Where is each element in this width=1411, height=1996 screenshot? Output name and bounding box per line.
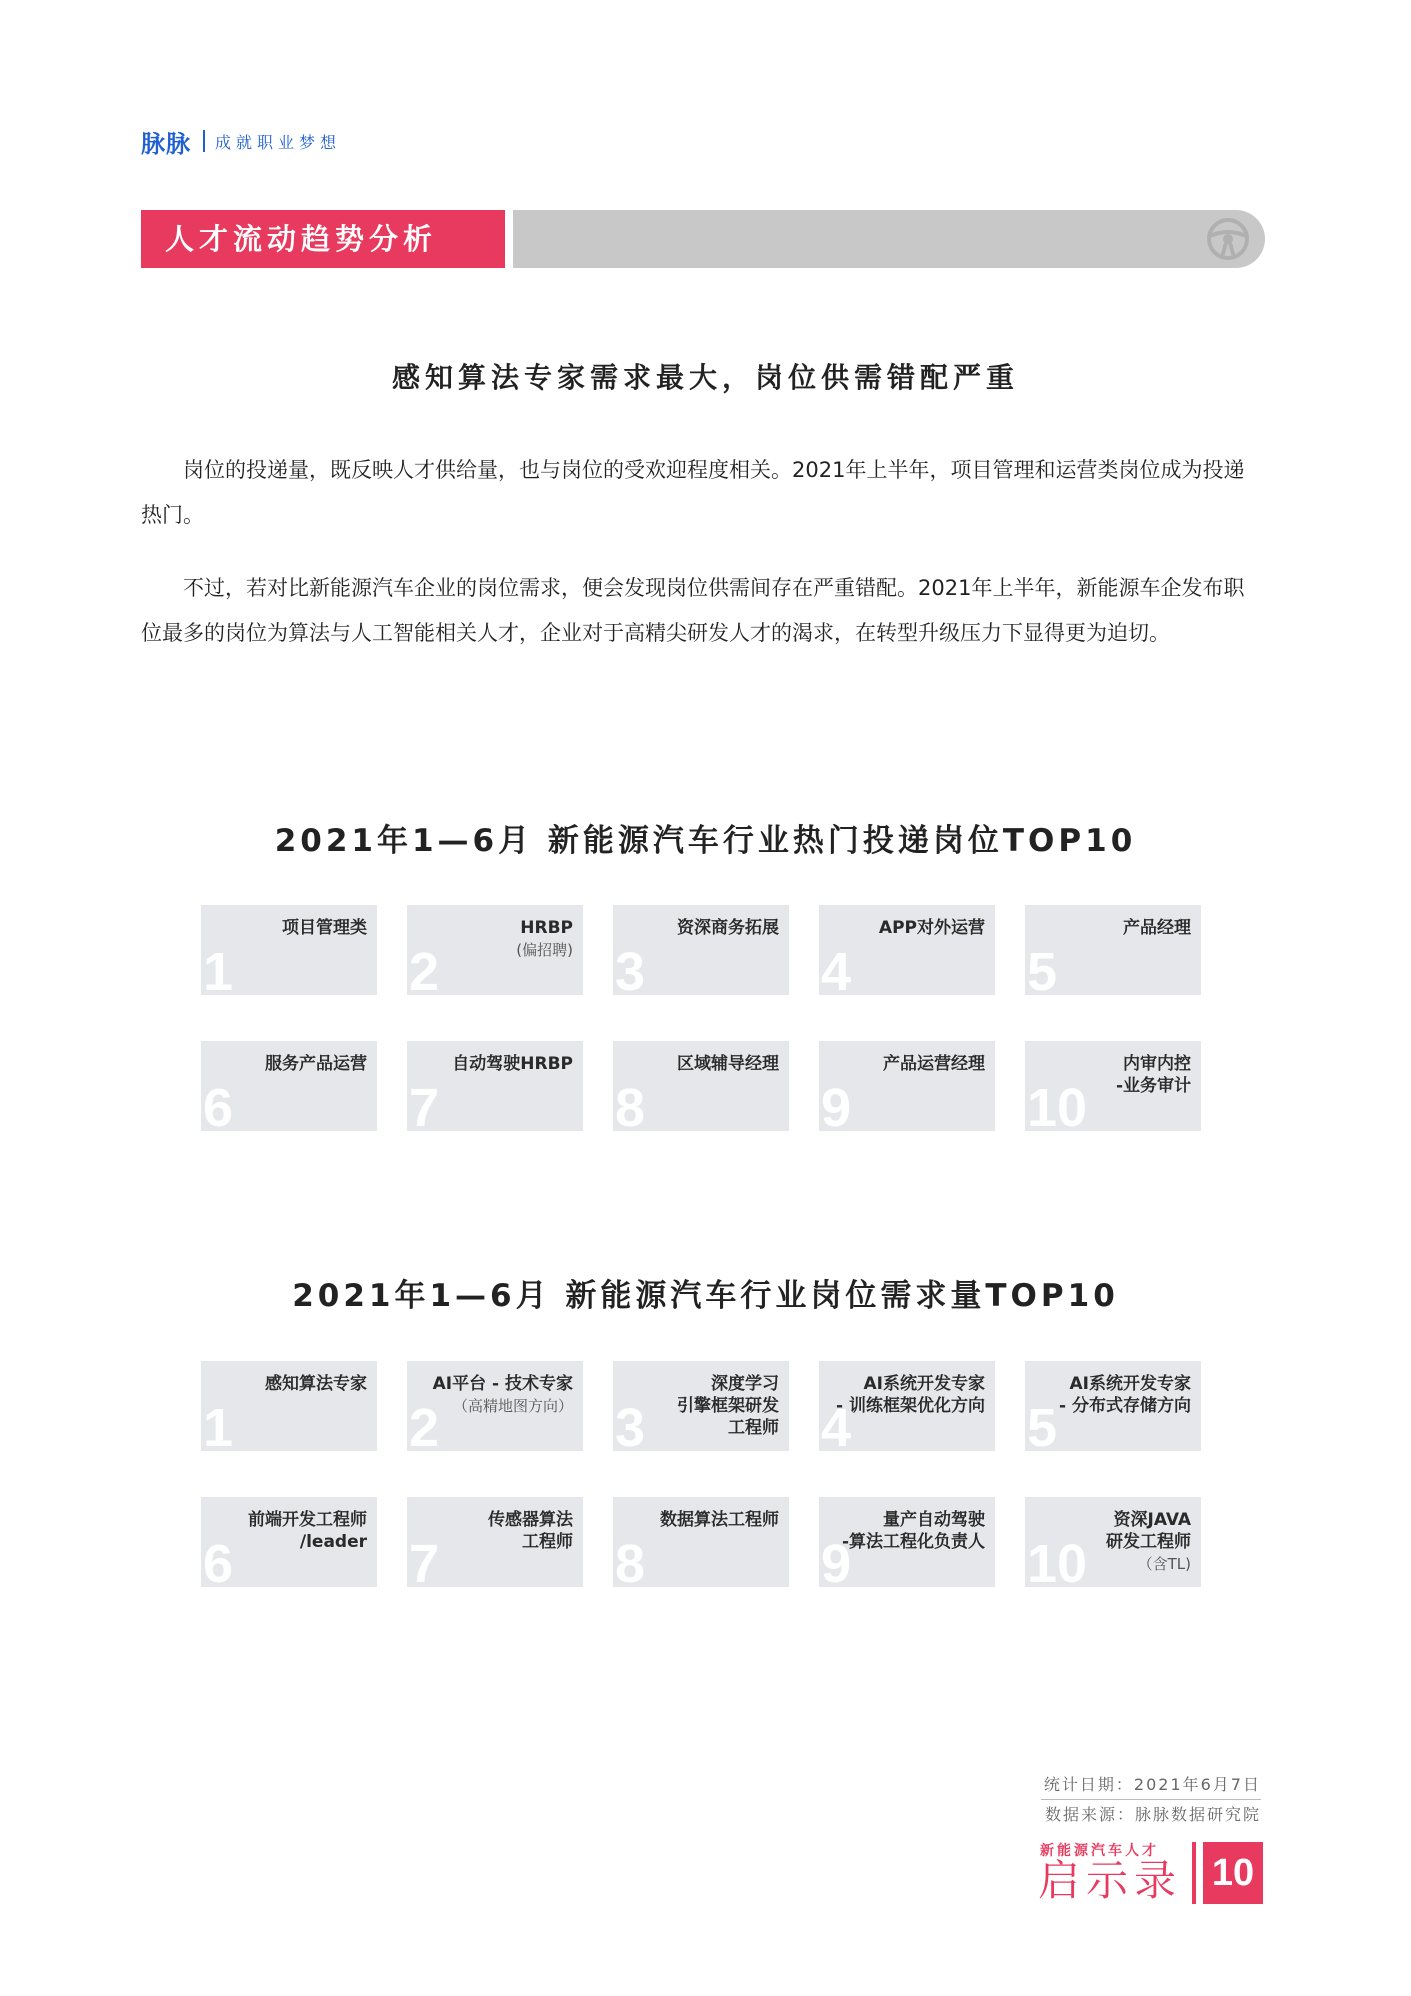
position-name: 数据算法工程师 [660,1510,779,1530]
position-rank: 6 [203,1078,234,1138]
position-card [407,1361,583,1458]
position-rank: 4 [821,942,852,1002]
position-rank: 8 [615,1534,646,1594]
position-label [835,1373,985,1417]
position-card [613,1361,789,1458]
position-card [819,1497,995,1594]
series-title: 启示录 [1038,1856,1183,1905]
position-name: 深度学习 引擎框架研发 工程师 [677,1374,779,1438]
position-rank: 1 [203,1398,234,1458]
position-label [835,1053,985,1075]
position-card [819,1041,995,1138]
position-label [423,917,573,961]
position-rank: 2 [409,1398,440,1458]
position-name: 资深JAVA 研发工程师 [1106,1510,1191,1552]
banner-bar [513,210,1265,268]
position-label [1041,1373,1191,1417]
position-label [217,1509,367,1553]
footer-divider [1192,1842,1196,1904]
position-card [1025,1041,1201,1138]
position-rank: 3 [615,1398,646,1458]
position-name: APP对外运营 [878,918,985,938]
position-label [629,1373,779,1439]
banner-gap [505,210,513,268]
maimai-logo: 脉脉 [141,129,191,158]
paragraph-2: 不过，若对比新能源汽车企业的岗位需求，便会发现岗位供需间存在严重错配。2021年上半年，新能源车企发布职位最多的岗位为算法与人工智能相关人才，企业对于高精尖研发人才的渴求，在转型升级压力下显得更为迫切。 [141,576,1245,645]
position-rank: 1 [203,942,234,1002]
hot-positions-title: 2021年1—6月 新能源汽车行业热门投递岗位TOP10 [274,823,1137,859]
position-rank: 8 [615,1078,646,1138]
brand-header [141,126,341,156]
banner-title: 人才流动趋势分析 [141,210,505,268]
position-card [819,1361,995,1458]
position-rank: 4 [821,1398,852,1458]
position-card [613,1041,789,1138]
position-card [407,1041,583,1138]
position-name: 量产自动驾驶 -算法工程化负责人 [841,1510,985,1552]
position-card [407,1497,583,1594]
position-rank: 7 [409,1078,440,1138]
page-number: 10 [1203,1842,1263,1904]
position-label [423,1053,573,1075]
page-headline: 感知算法专家需求最大，岗位供需错配严重 [391,361,1019,394]
stats-date: 统计日期：2021年6月7日 [1043,1775,1261,1794]
position-name: 区域辅导经理 [677,1054,779,1074]
position-label [423,1509,573,1553]
position-card [1025,905,1201,1002]
position-name: 产品运营经理 [883,1054,985,1074]
position-label [217,1053,367,1075]
position-rank: 5 [1027,942,1058,1002]
position-card [613,905,789,1002]
position-card [201,1041,377,1138]
position-label [629,1509,779,1531]
position-rank: 10 [1027,1534,1088,1594]
position-name: AI系统开发专家 - 训练框架优化方向 [836,1374,985,1416]
position-label [1041,1509,1191,1575]
position-note: （含TL) [1137,1555,1191,1573]
position-name: HRBP [520,918,573,938]
position-label [217,917,367,939]
position-rank: 7 [409,1534,440,1594]
position-rank: 3 [615,942,646,1002]
position-rank: 6 [203,1534,234,1594]
position-label [1041,1053,1191,1097]
position-rank: 2 [409,942,440,1002]
position-card [201,1361,377,1458]
position-name: 前端开发工程师 /leader [248,1510,367,1552]
position-label [423,1373,573,1417]
position-label [629,917,779,939]
position-note: (偏招聘) [516,941,573,959]
paragraph-1: 岗位的投递量，既反映人才供给量，也与岗位的受欢迎程度相关。2021年上半年，项目管理和运营类岗位成为投递热门。 [141,458,1245,527]
position-card [201,905,377,1002]
position-note: （高精地图方向） [452,1397,573,1415]
position-label [835,917,985,939]
position-card [1025,1361,1201,1458]
position-rank: 10 [1027,1078,1088,1138]
position-name: AI平台 - 技术专家 [432,1374,573,1394]
position-name: 感知算法专家 [265,1374,367,1394]
position-card [613,1497,789,1594]
position-card [407,905,583,1002]
position-name: 项目管理类 [282,918,367,938]
position-card [201,1497,377,1594]
position-rank: 5 [1027,1398,1058,1458]
position-rank: 9 [821,1534,852,1594]
stats-note [1041,1772,1261,1827]
position-name: 资深商务拓展 [677,918,779,938]
position-name: 传感器算法 工程师 [488,1510,573,1552]
position-name: 服务产品运营 [265,1054,367,1074]
position-rank: 9 [821,1078,852,1138]
steering-wheel-icon [1205,216,1251,262]
position-name: AI系统开发专家 - 分布式存储方向 [1059,1374,1191,1416]
stats-divider [1041,1799,1261,1800]
position-label [629,1053,779,1075]
brand-divider [203,130,205,152]
position-label [217,1373,367,1395]
position-card [819,905,995,1002]
position-label [835,1509,985,1553]
position-card [1025,1497,1201,1594]
stats-source: 数据来源：脉脉数据研究院 [1044,1805,1261,1824]
position-label [1041,917,1191,939]
series-subtitle: 新能源汽车人才 [1040,1843,1159,1859]
demand-positions-title: 2021年1—6月 新能源汽车行业岗位需求量TOP10 [292,1278,1119,1314]
brand-slogan: 成就职业梦想 [215,132,342,152]
section-banner [141,210,1265,268]
position-name: 自动驾驶HRBP [452,1054,573,1074]
position-name: 产品经理 [1123,918,1191,938]
position-name: 内审内控 -业务审计 [1115,1054,1191,1096]
